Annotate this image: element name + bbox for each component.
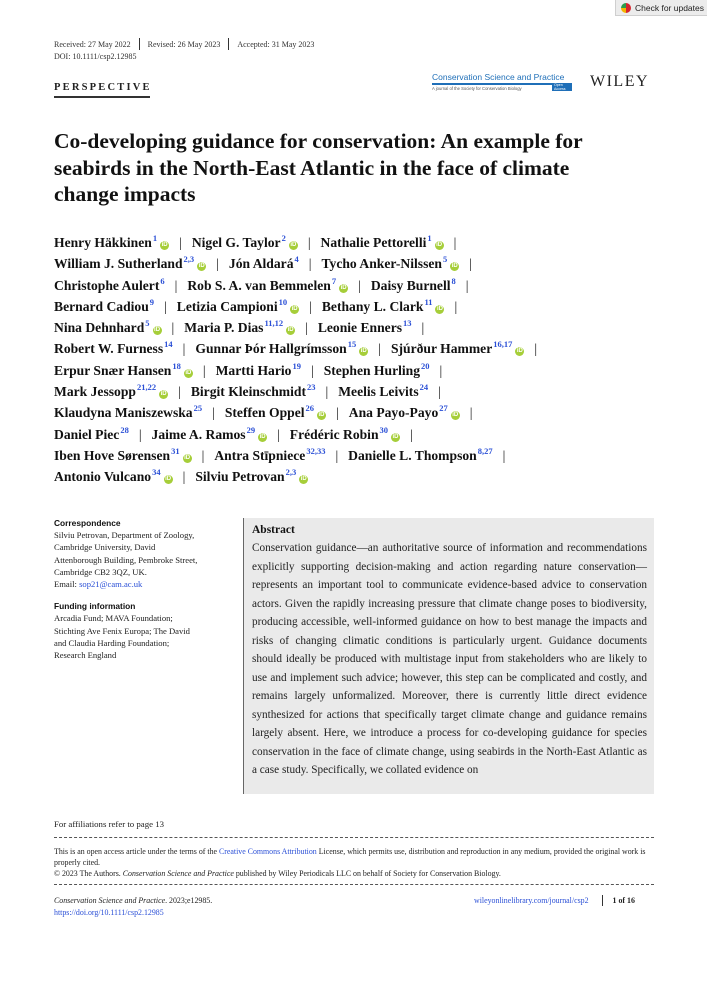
affiliation-ref[interactable]: 6 (160, 275, 165, 286)
orcid-icon[interactable]: iD (290, 242, 297, 248)
author-line (54, 403, 654, 424)
email-label: Email: (54, 579, 80, 590)
author-separator: | (178, 384, 181, 400)
citation (54, 895, 212, 918)
author-separator: | (336, 405, 339, 421)
author-separator: | (201, 447, 205, 463)
orcid-icon[interactable]: iD (185, 369, 192, 376)
orcid-icon[interactable]: iD (160, 391, 167, 398)
side-info (54, 517, 224, 661)
author-separator: | (325, 384, 329, 400)
orcid-icon[interactable]: iD (436, 242, 443, 248)
author-name[interactable]: Martti Hario (215, 362, 292, 378)
orcid-icon[interactable]: iD (318, 412, 325, 419)
divider (139, 38, 140, 50)
affiliation-ref[interactable]: 27 (439, 403, 448, 414)
article-type: PERSPECTIVE (54, 82, 152, 93)
revised-date: Revised: 26 May 2023 (147, 39, 221, 49)
received-date: Received: 27 May 2022 (54, 39, 131, 49)
author-separator: | (502, 447, 506, 463)
journal-subtitle: A journal of the Society for Conservation Biology (432, 85, 522, 91)
doi-link[interactable]: https://doi.org/10.1111/csp2.12985 (54, 907, 164, 917)
affiliation-ref[interactable]: 10 (278, 296, 288, 307)
author-name[interactable]: Frédéric Robin (289, 426, 379, 442)
open-access-badge: Open Access (552, 83, 572, 91)
author-name[interactable]: Steffen Oppel (224, 405, 305, 421)
author-separator: | (410, 426, 413, 442)
affiliation-ref[interactable]: 13 (403, 318, 412, 329)
author-name[interactable]: Silviu Petrovan (195, 469, 285, 485)
affiliation-ref[interactable]: 30 (379, 424, 389, 435)
check-for-updates-button[interactable] (615, 0, 707, 16)
author-separator: | (469, 405, 473, 421)
author-name[interactable]: Bethany L. Clark (321, 298, 424, 314)
affiliation-ref[interactable]: 19 (292, 360, 301, 371)
author-line (54, 276, 654, 297)
affiliation-ref[interactable]: 1 (152, 233, 158, 243)
author-name[interactable]: Henry Häkkinen (54, 235, 152, 250)
author-separator: | (469, 256, 472, 272)
abstract-box (243, 518, 654, 794)
author-separator: | (335, 447, 339, 463)
orcid-icon[interactable]: iD (300, 476, 307, 483)
author-name[interactable]: Nina Dehnhard (54, 320, 145, 336)
orcid-icon[interactable]: iD (392, 433, 399, 440)
author-line (54, 361, 654, 382)
author-name[interactable]: Jaime A. Ramos (151, 426, 246, 442)
funding-line: Arcadia Fund; MAVA Foundation; (54, 613, 173, 624)
author-line (54, 446, 654, 467)
article-title: Co-developing guidance for conservation: An example for seabirds in the North-East Atlantic in the face of climate change impacts (54, 129, 583, 206)
affiliation-ref[interactable]: 32,33 (306, 445, 326, 456)
author-separator: | (308, 256, 312, 272)
author-separator: | (534, 341, 538, 357)
crossmark-icon (621, 3, 631, 13)
affiliation-ref[interactable]: 14 (164, 339, 173, 350)
author-separator: | (202, 362, 206, 378)
affiliation-ref[interactable]: 23 (306, 382, 316, 393)
author-name[interactable]: Gunnar Þór Hallgrímsson (195, 341, 347, 357)
affiliation-ref[interactable]: 18 (172, 360, 181, 371)
journal-name: Conservation Science and Practice (432, 72, 565, 82)
orcid-icon[interactable]: iD (451, 263, 458, 270)
affiliation-ref[interactable]: 2,3 (285, 467, 297, 478)
author-line (54, 382, 654, 403)
license-text (54, 846, 654, 880)
author-separator: | (182, 469, 186, 485)
author-name[interactable]: Stephen Hurling (323, 362, 421, 378)
author-separator: | (438, 384, 441, 400)
author-name[interactable]: William J. Sutherland (54, 256, 183, 272)
correspondence-heading: Correspondence (54, 518, 121, 528)
orcid-icon[interactable]: iD (287, 327, 294, 334)
orcid-icon[interactable]: iD (165, 476, 172, 483)
page-number: 1 of 16 (612, 896, 635, 905)
author-separator: | (305, 320, 308, 336)
orcid-icon[interactable]: iD (516, 348, 523, 355)
correspondence-line: Cambridge CB2 3QZ, UK. (54, 566, 147, 577)
affiliation-ref[interactable]: 9 (149, 296, 155, 307)
citation-rest: . 2023;e12985. (165, 896, 213, 905)
author-separator: | (174, 277, 178, 293)
author-line (54, 425, 654, 446)
affiliation-ref[interactable]: 7 (331, 275, 337, 286)
affiliation-ref[interactable]: 8 (451, 275, 456, 286)
author-separator: | (358, 277, 361, 293)
author-name[interactable]: Leonie Enners (317, 320, 403, 336)
author-name[interactable]: Mark Jessopp (54, 384, 136, 400)
author-name[interactable]: Antra Stīpniece (214, 447, 306, 463)
history-dates (54, 38, 314, 50)
affiliation-ref[interactable]: 11,12 (264, 318, 284, 329)
author-separator: | (164, 298, 167, 314)
funding-line: Research England (54, 650, 117, 661)
author-name[interactable]: Iben Hove Sørensen (54, 447, 171, 463)
author-separator: | (310, 362, 314, 378)
affiliations-note: For affiliations refer to page 13 (54, 819, 165, 829)
author-separator: | (171, 320, 175, 336)
author-separator: | (307, 235, 311, 250)
affiliation-ref[interactable]: 26 (305, 403, 315, 414)
funding-line: Stichting Ave Fenix Europa; The David (54, 625, 190, 636)
affiliation-ref[interactable]: 2 (281, 233, 286, 243)
author-name[interactable]: Antonio Vulcano (54, 469, 152, 485)
author-name[interactable]: Tycho Anker-Nilssen (321, 256, 442, 272)
affiliation-ref[interactable]: 34 (152, 467, 161, 478)
author-name[interactable]: Sjúrður Hammer (390, 341, 493, 357)
author-separator: | (465, 277, 469, 293)
correspondence-line: Silviu Petrovan, Department of Zoology, (54, 530, 195, 541)
email-link[interactable]: sop21@cam.ac.uk (79, 579, 143, 590)
affiliation-ref[interactable]: 28 (120, 424, 129, 435)
author-list (54, 233, 654, 489)
footer-right (474, 895, 635, 906)
author-line (54, 339, 654, 360)
author-name[interactable]: Meelis Leivits (338, 384, 419, 400)
author-separator: | (421, 320, 425, 336)
orcid-icon[interactable]: iD (452, 412, 459, 419)
abstract-text: Conservation guidance—an authoritative source of information and recommendations explicitly supporting decision-making and action regarding nature conservation—represents an important tool to communicate evidence-based advice to conservation actors. Given the rapidly increasing pressure that climate change poses to biodiversity, producing accessible, well-informed guidance on how to best manage the impacts and risks of changing climatic conditions is particularly urgent. Guidance documents should ideally be produced with multistage input from stakeholders who are likely to use and implement such advice; however, this step can be complicated and costly, and remains largely unformalized. Moreover, there is currently little direct evidence synthesized for actions that specifically target climate change and guidance remains largely absent. Here, we introduce a process for co-developing guidance for species conservation in the face of climate change, using seabirds in the North-East Atlantic as a case study. Specifically, we collated evidence on (252, 542, 647, 776)
author-separator: | (439, 362, 443, 378)
author-name[interactable]: Birgit Kleinschmidt (190, 384, 306, 400)
author-separator: | (277, 426, 280, 442)
orcid-icon[interactable]: iD (154, 327, 161, 334)
author-separator: | (138, 426, 142, 442)
affiliation-ref[interactable]: 11 (424, 296, 433, 307)
orcid-icon[interactable]: iD (184, 454, 191, 461)
copyright-pre: © 2023 The Authors. (54, 869, 123, 879)
orcid-icon[interactable]: iD (198, 263, 205, 270)
author-separator: | (378, 341, 381, 357)
correspondence-line: Cambridge University, David (54, 542, 156, 553)
author-name[interactable]: Daisy Burnell (370, 277, 451, 293)
affiliation-ref[interactable]: 24 (419, 382, 429, 393)
orcid-icon[interactable]: iD (161, 242, 168, 248)
affiliation-ref[interactable]: 2,3 (183, 254, 195, 265)
orcid-icon[interactable]: iD (291, 305, 298, 312)
author-line (54, 297, 654, 318)
affiliation-ref[interactable]: 15 (347, 339, 357, 350)
copyright-post: published by Wiley Periodicals LLC on behalf of Society for Conservation Biology. (233, 869, 501, 879)
author-separator: | (309, 298, 312, 314)
dashed-divider (54, 884, 654, 885)
author-line (54, 467, 654, 488)
author-name[interactable]: Letizia Campioni (176, 298, 278, 314)
author-name[interactable]: Klaudyna Maniszewska (54, 405, 193, 421)
author-name[interactable]: Bernard Cadiou (54, 298, 149, 314)
author-name[interactable]: Erpur Snær Hansen (54, 362, 172, 378)
author-separator: | (179, 235, 182, 250)
author-name[interactable]: Ana Payo-Payo (348, 405, 439, 421)
affiliation-ref[interactable]: 25 (193, 403, 203, 414)
affiliation-ref[interactable]: 5 (442, 254, 448, 265)
affiliation-ref[interactable]: 20 (421, 360, 430, 371)
divider (602, 895, 603, 906)
author-separator: | (216, 256, 219, 272)
dashed-divider (54, 837, 654, 838)
author-separator: | (453, 235, 457, 250)
affiliation-ref[interactable]: 5 (145, 318, 150, 329)
author-name[interactable]: Christophe Aulert (54, 277, 160, 293)
orcid-icon[interactable]: iD (436, 305, 443, 312)
check-for-updates-label: Check for updates (635, 2, 704, 13)
affiliation-ref[interactable]: 4 (294, 254, 299, 265)
funding-heading: Funding information (54, 601, 136, 612)
affiliation-ref[interactable]: 8,27 (477, 445, 493, 456)
affiliation-ref[interactable]: 29 (246, 424, 256, 435)
accepted-date: Accepted: 31 May 2023 (237, 39, 315, 49)
author-name[interactable]: Nathalie Pettorelli (320, 235, 427, 250)
author-name[interactable]: Daniel Piec (54, 426, 120, 442)
journal-site-link[interactable]: wileyonlinelibrary.com/journal/csp2 (474, 896, 589, 905)
author-name[interactable]: Maria P. Dias (184, 320, 264, 336)
author-name[interactable]: Nigel G. Taylor (191, 235, 281, 250)
correspondence-line: Attenborough Building, Pembroke Street, (54, 554, 198, 565)
doi: DOI: 10.1111/csp2.12985 (54, 52, 137, 61)
author-separator: | (454, 298, 458, 314)
divider (228, 38, 229, 50)
license-pre: This is an open access article under the terms of the (54, 847, 219, 856)
journal-logo[interactable] (432, 72, 572, 91)
affiliation-ref[interactable]: 16,17 (493, 339, 513, 350)
affiliation-ref[interactable]: 31 (171, 445, 180, 456)
copyright-journal: Conservation Science and Practice (122, 869, 234, 879)
email-line (54, 578, 224, 590)
logo-bar (432, 83, 572, 85)
article-type-underline (54, 96, 150, 98)
author-name[interactable]: Robert W. Furness (54, 341, 164, 357)
publisher-logo: WILEY (590, 73, 650, 90)
author-separator: | (182, 341, 186, 357)
affiliation-ref[interactable]: 1 (427, 233, 432, 243)
funding-line: and Claudia Harding Foundation; (54, 637, 170, 648)
author-line (54, 233, 654, 254)
cc-license-link[interactable]: Creative Commons Attribution (219, 847, 317, 856)
abstract-heading: Abstract (252, 524, 295, 536)
author-name[interactable]: Jón Aldará (228, 256, 294, 272)
orcid-icon[interactable]: iD (360, 348, 367, 355)
author-line (54, 254, 654, 275)
author-separator: | (212, 405, 215, 421)
license-post: License, which permits use, distribution and reproduction in any medium, provided the original work is properly cited. (54, 847, 646, 868)
orcid-icon[interactable]: iD (340, 284, 347, 291)
author-name[interactable]: Rob S. A. van Bemmelen (187, 277, 331, 293)
citation-journal: Conservation Science and Practice (54, 896, 166, 905)
affiliation-ref[interactable]: 21,22 (136, 382, 157, 393)
author-line (54, 318, 654, 339)
author-name[interactable]: Danielle L. Thompson (348, 447, 477, 463)
orcid-icon[interactable]: iD (259, 433, 266, 440)
